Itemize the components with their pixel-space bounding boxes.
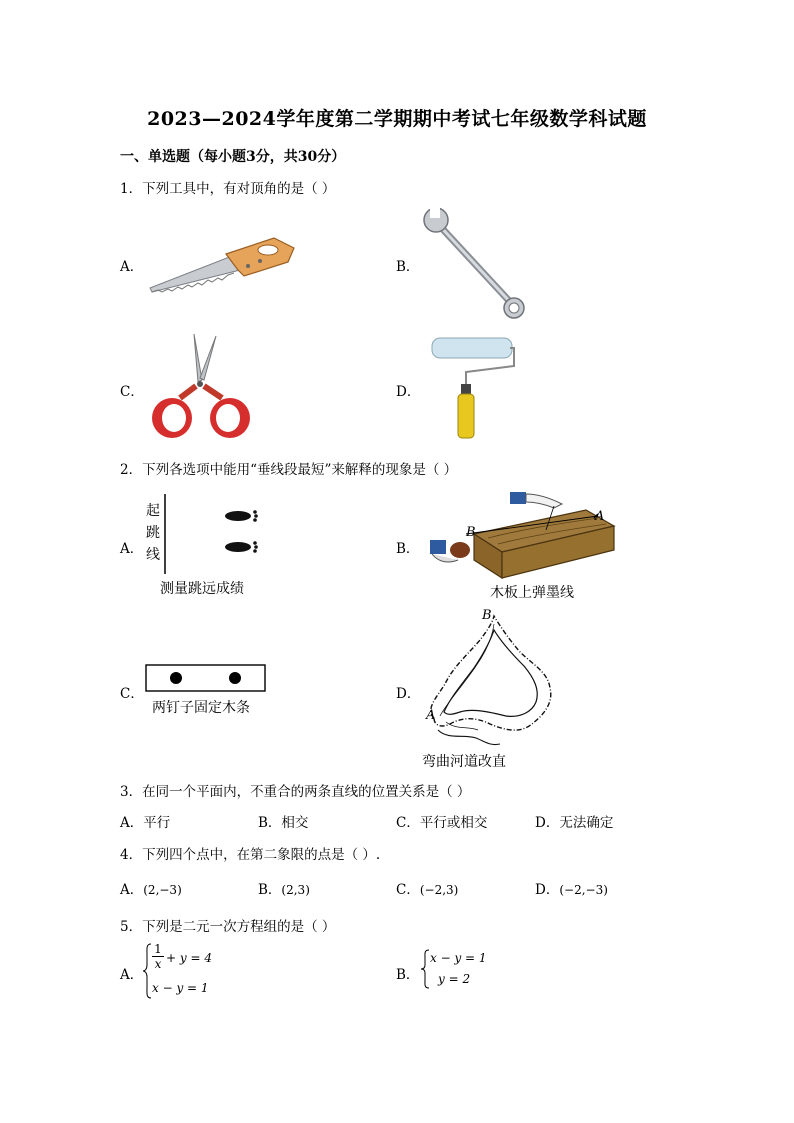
q2-b-point-b: B <box>466 525 476 540</box>
river-diagram <box>420 612 560 752</box>
q2-d-caption: 弯曲河道改直 <box>422 754 506 770</box>
q2-d-point-b: B <box>482 608 492 623</box>
wrench-image <box>420 204 528 320</box>
question-1-stem: 1．下列工具中，有对顶角的是（ ） <box>120 181 336 197</box>
chalk-line-board-image <box>428 488 618 580</box>
long-jump-diagram <box>160 494 260 576</box>
q1-option-d-label[interactable]: D． <box>396 384 421 400</box>
q3-option-c[interactable]: C．平行或相交 <box>396 815 488 831</box>
section-heading: 一、单选题（每小题3分，共30分） <box>120 149 346 165</box>
question-2-stem: 2．下列各选项中能用“垂线段最短”来解释的现象是（ ） <box>120 462 458 478</box>
takeoff-line-char-3: 线 <box>146 547 160 563</box>
takeoff-line-char-2: 跳 <box>146 525 160 541</box>
q2-d-point-a: A <box>426 708 436 723</box>
takeoff-line-char-1: 起 <box>146 503 160 519</box>
q5-b-eq1: x − y = 1 <box>430 951 487 965</box>
q4-option-c[interactable] <box>396 878 458 898</box>
q2-option-c-label[interactable]: C． <box>120 686 144 702</box>
q2-b-caption: 木板上弹墨线 <box>490 585 574 601</box>
question-4-stem: 4．下列四个点中，在第二象限的点是（ ）. <box>120 847 381 863</box>
q2-option-a-label[interactable]: A． <box>120 541 144 557</box>
q2-option-b-label[interactable]: B． <box>396 541 420 557</box>
q4-option-a-value: (2,−3) <box>143 883 182 897</box>
q2-c-caption: 两钉子固定木条 <box>152 700 250 716</box>
q2-a-caption: 测量跳远成绩 <box>160 581 244 597</box>
q5-option-b-label[interactable]: B． <box>396 967 420 983</box>
q4-option-a[interactable] <box>120 878 182 898</box>
q4-option-c-value: (−2,3) <box>419 883 459 897</box>
q4-option-d-label: D． <box>535 882 560 898</box>
scissors-image <box>150 334 254 442</box>
q5-option-a-label[interactable]: A． <box>120 967 144 983</box>
q4-option-d-value: (−2,−3) <box>559 883 608 897</box>
q4-option-a-label: A． <box>120 882 144 898</box>
q3-option-a[interactable]: A．平行 <box>120 815 171 831</box>
saw-image <box>148 232 298 294</box>
q5-a-brace <box>142 943 152 999</box>
q3-option-d[interactable]: D．无法确定 <box>535 815 614 831</box>
q4-option-b-value: (2,3) <box>281 883 310 897</box>
q4-option-b[interactable] <box>258 878 310 898</box>
question-5-stem: 5．下列是二元一次方程组的是（ ） <box>120 919 336 935</box>
q5-b-eq2: y = 2 <box>438 972 471 986</box>
q5-a-frac-num: 1 <box>154 942 162 956</box>
q1-option-b-label[interactable]: B． <box>396 259 420 275</box>
q5-b-brace <box>420 949 430 989</box>
q4-option-b-label: B． <box>258 882 282 898</box>
q2-b-point-a: A <box>595 509 605 524</box>
paint-roller-image <box>430 338 516 440</box>
wood-strip-nails-diagram <box>145 664 267 694</box>
q4-option-d[interactable] <box>535 878 608 898</box>
q1-option-c-label[interactable]: C． <box>120 384 144 400</box>
q1-option-a-label[interactable]: A． <box>120 259 144 275</box>
q5-a-eq2: x − y = 1 <box>152 981 209 995</box>
q5-a-eq1-rest: + y = 4 <box>166 951 212 965</box>
q4-option-c-label: C． <box>396 882 420 898</box>
question-3-stem: 3．在同一个平面内，不重合的两条直线的位置关系是（ ） <box>120 784 471 800</box>
q3-option-b[interactable]: B．相交 <box>258 815 309 831</box>
page-title: 2023—2024学年度第二学期期中考试七年级数学科试题 <box>147 108 647 130</box>
q2-option-d-label[interactable]: D． <box>396 686 421 702</box>
q5-a-frac-den: x <box>154 957 162 971</box>
